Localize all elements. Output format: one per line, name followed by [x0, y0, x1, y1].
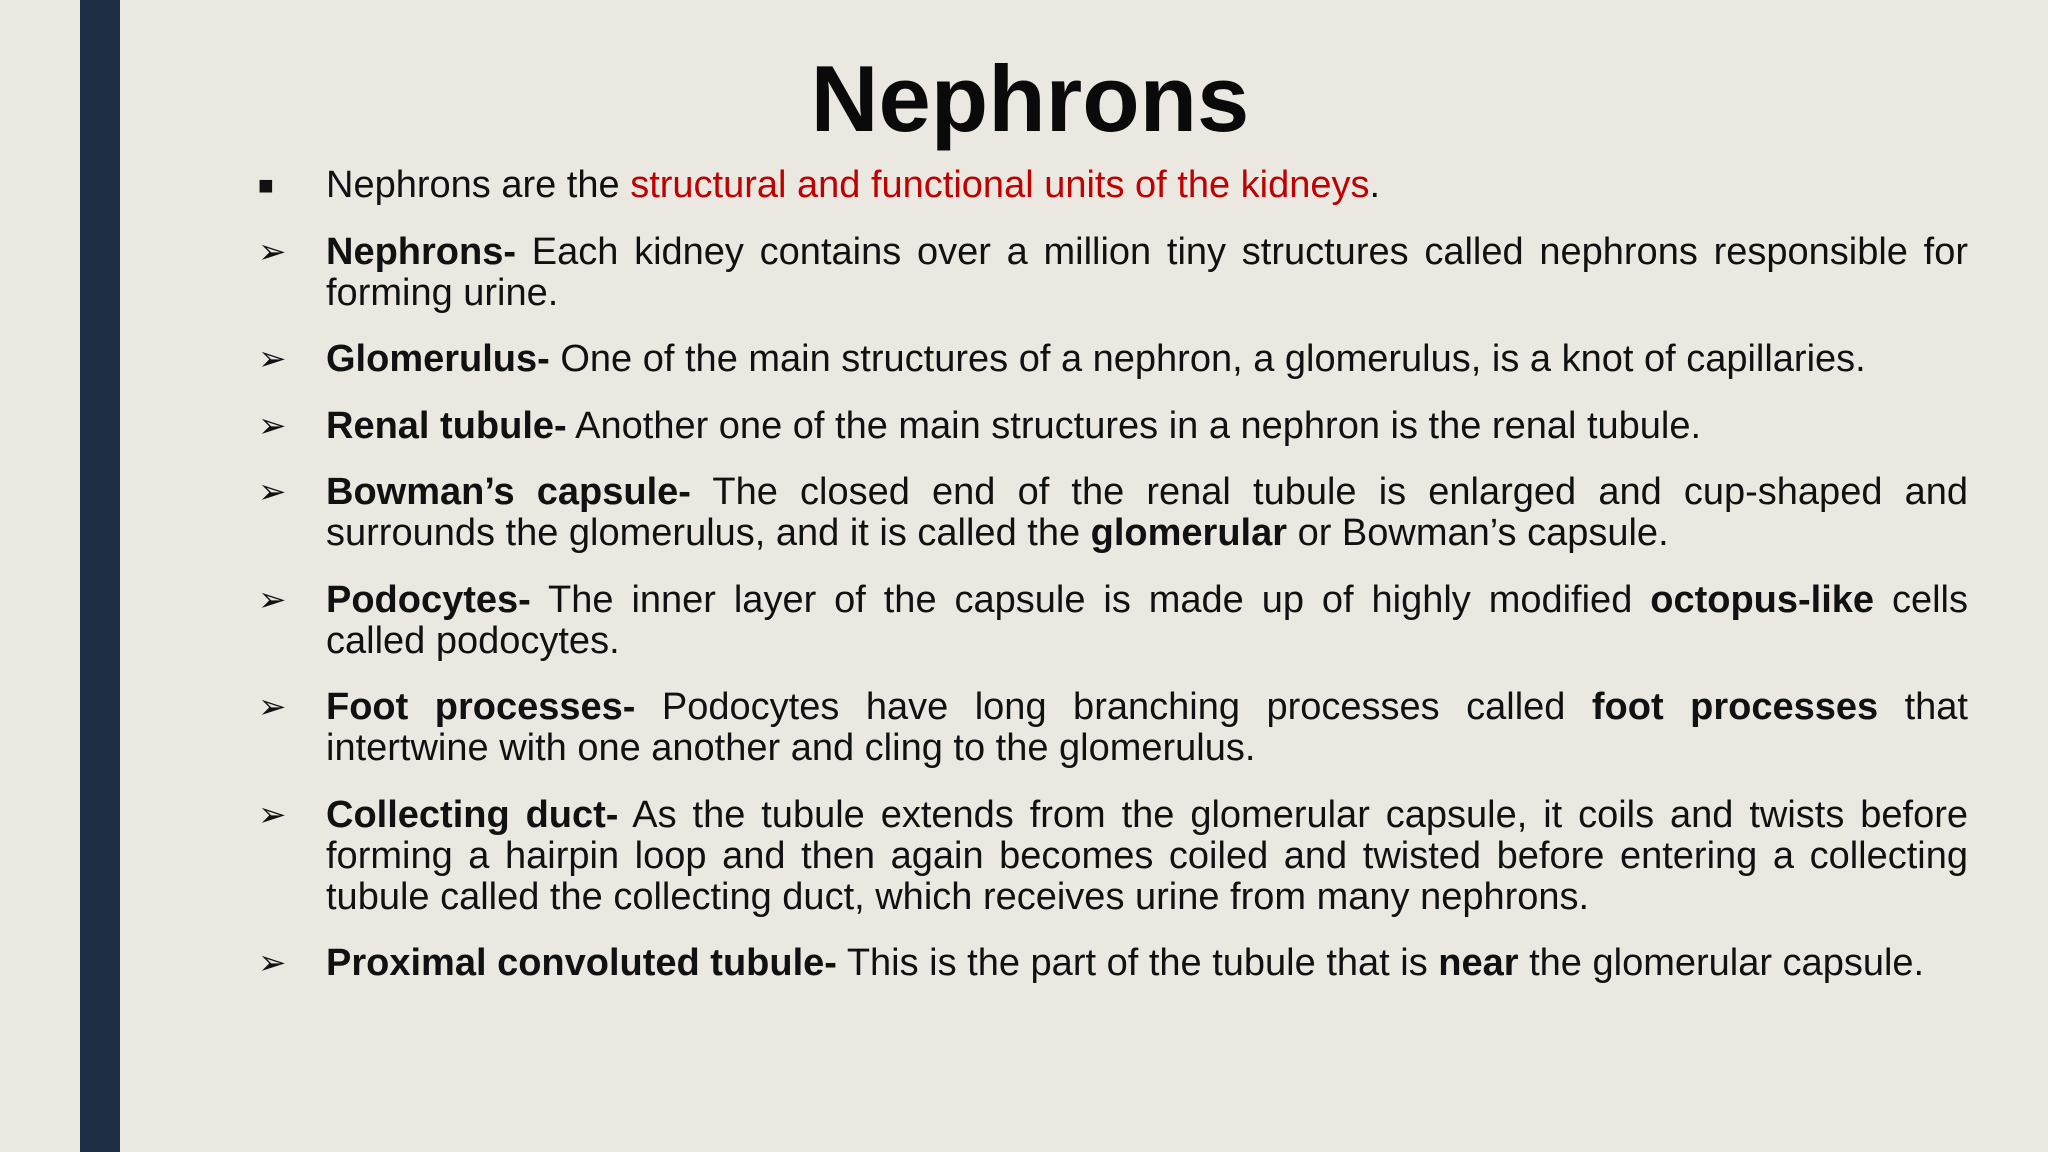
term-nephrons: Nephrons- — [326, 230, 516, 273]
intro-text-end: . — [1369, 164, 1381, 206]
term-collecting-duct: Collecting duct- — [326, 793, 619, 836]
arrow-bullet-icon: ➢ — [258, 406, 287, 445]
list-item-proximal-convoluted-tubule — [258, 943, 1968, 984]
desc-podocytes-a: The inner layer of the capsule is made up of highly modified — [530, 578, 1651, 621]
arrow-bullet-icon: ➢ — [258, 688, 287, 726]
desc-collecting-duct: As the tubule extends from the glomerular capsule, it coils and twists before forming a hairpin loop and then again becomes coiled and twisted before entering a collecting tubule called the collecting duct, which receives urine from many nephrons. — [326, 793, 1968, 918]
bullet-list — [258, 165, 1968, 1010]
term-renal-tubule: Renal tubule- — [326, 404, 567, 447]
desc-glomerulus: One of the main structures of a nephron, a glomerulus, is a knot of capillaries. — [549, 338, 1866, 380]
list-item-nephrons — [258, 232, 1968, 314]
desc-proximal-convoluted-tubule-a: This is the part of the tubule that is — [836, 942, 1439, 984]
list-item-foot-processes — [258, 687, 1968, 769]
side-accent-bar — [80, 0, 120, 1152]
term-podocytes: Podocytes- — [326, 578, 531, 621]
arrow-bullet-icon: ➢ — [258, 580, 287, 619]
desc-nephrons: Each kidney contains over a million tiny structures called nephrons responsible for forming urine. — [326, 230, 1968, 314]
list-item-glomerulus — [258, 339, 1968, 380]
arrow-bullet-icon: ➢ — [258, 944, 287, 982]
emphasis-octopus-like: octopus-like — [1650, 578, 1875, 621]
emphasis-glomerular: glomerular — [1090, 512, 1288, 554]
term-glomerulus: Glomerulus- — [326, 338, 550, 380]
emphasis-near: near — [1438, 942, 1519, 984]
desc-proximal-convoluted-tubule-b: the glomerular capsule. — [1518, 942, 1925, 984]
intro-highlight: structural and functional units of the kidneys — [630, 164, 1370, 206]
desc-podocytes-b: cells called podocytes. — [326, 578, 1968, 662]
square-bullet-icon: ■ — [258, 170, 274, 200]
arrow-bullet-icon: ➢ — [258, 473, 287, 511]
list-item-renal-tubule — [258, 406, 1968, 447]
intro-text: Nephrons are the — [326, 164, 631, 206]
arrow-bullet-icon: ➢ — [258, 795, 287, 834]
desc-bowmans-capsule-a: The closed end of the renal tubule is enlarged and cup-shaped and surrounds the glomerulus, and it is called the — [326, 471, 1969, 554]
list-item-bowmans-capsule — [258, 472, 1968, 554]
list-item-collecting-duct — [258, 795, 1968, 918]
desc-foot-processes-b: that intertwine with one another and cling to the glomerulus. — [326, 686, 1968, 769]
term-foot-processes: Foot processes- — [326, 686, 636, 728]
slide-title: Nephrons — [810, 46, 1250, 151]
desc-bowmans-capsule-b: or Bowman’s capsule. — [1287, 512, 1669, 554]
arrow-bullet-icon: ➢ — [258, 340, 287, 378]
desc-renal-tubule: Another one of the main structures in a nephron is the renal tubule. — [566, 404, 1702, 447]
arrow-bullet-icon: ➢ — [258, 232, 287, 271]
intro-item — [258, 165, 1968, 206]
emphasis-foot-processes: foot processes — [1591, 686, 1879, 728]
term-bowmans-capsule: Bowman’s capsule- — [326, 471, 691, 513]
desc-foot-processes-a: Podocytes have long branching processes called — [635, 686, 1592, 728]
list-item-podocytes — [258, 580, 1968, 662]
term-proximal-convoluted-tubule: Proximal convoluted tubule- — [326, 942, 837, 984]
